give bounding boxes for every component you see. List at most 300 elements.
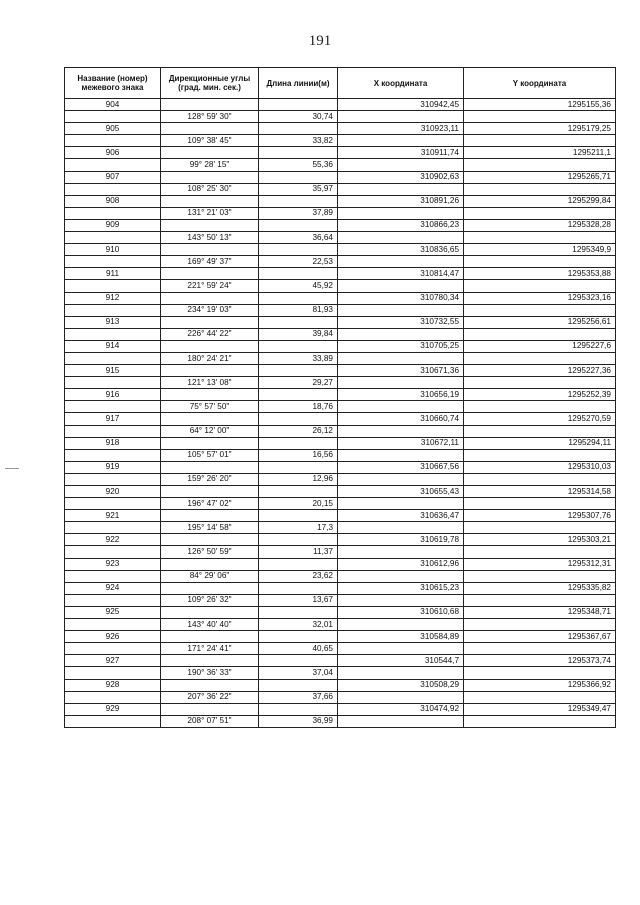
table-row-segment bbox=[65, 159, 616, 171]
empty-cell bbox=[464, 667, 616, 679]
empty-cell bbox=[65, 377, 161, 389]
table-row-segment bbox=[65, 304, 616, 316]
point-name: 929 bbox=[65, 703, 161, 715]
table-row-segment bbox=[65, 643, 616, 655]
empty-cell bbox=[338, 304, 464, 316]
table-row-point bbox=[65, 219, 616, 231]
empty-cell bbox=[259, 437, 338, 449]
point-name: 918 bbox=[65, 437, 161, 449]
empty-cell bbox=[464, 449, 616, 461]
empty-cell bbox=[259, 534, 338, 546]
point-name: 908 bbox=[65, 195, 161, 207]
x-coordinate: 310836,65 bbox=[338, 244, 464, 256]
empty-cell bbox=[161, 413, 259, 425]
direction-angle: 84° 29' 06" bbox=[161, 570, 259, 582]
empty-cell bbox=[338, 594, 464, 606]
point-name: 910 bbox=[65, 244, 161, 256]
y-coordinate: 1295211,1 bbox=[464, 147, 616, 159]
empty-cell bbox=[161, 486, 259, 498]
margin-mark bbox=[5, 468, 19, 469]
header-length: Длина линии(м) bbox=[259, 68, 338, 99]
direction-angle: 121° 13' 08" bbox=[161, 377, 259, 389]
empty-cell bbox=[464, 715, 616, 727]
empty-cell bbox=[259, 558, 338, 570]
line-length: 55,36 bbox=[259, 159, 338, 171]
direction-angle: 143° 40' 40" bbox=[161, 619, 259, 631]
table-row-point bbox=[65, 316, 616, 328]
direction-angle: 221° 59' 24" bbox=[161, 280, 259, 292]
empty-cell bbox=[338, 328, 464, 340]
empty-cell bbox=[65, 111, 161, 123]
page-number: 191 bbox=[308, 33, 332, 49]
empty-cell bbox=[161, 195, 259, 207]
x-coordinate: 310615,23 bbox=[338, 582, 464, 594]
table-row-point bbox=[65, 606, 616, 618]
empty-cell bbox=[338, 498, 464, 510]
empty-cell bbox=[161, 703, 259, 715]
point-name: 926 bbox=[65, 631, 161, 643]
line-length: 23,62 bbox=[259, 570, 338, 582]
table-row-segment bbox=[65, 691, 616, 703]
point-name: 920 bbox=[65, 486, 161, 498]
empty-cell bbox=[161, 389, 259, 401]
direction-angle: 131° 21' 03" bbox=[161, 207, 259, 219]
table-row-point bbox=[65, 147, 616, 159]
empty-cell bbox=[338, 256, 464, 268]
empty-cell bbox=[464, 498, 616, 510]
x-coordinate: 310923,11 bbox=[338, 123, 464, 135]
empty-cell bbox=[338, 425, 464, 437]
point-name: 914 bbox=[65, 340, 161, 352]
table-row-point bbox=[65, 99, 616, 111]
empty-cell bbox=[161, 582, 259, 594]
y-coordinate: 1295373,74 bbox=[464, 655, 616, 667]
empty-cell bbox=[259, 679, 338, 691]
table-row-point bbox=[65, 631, 616, 643]
empty-cell bbox=[338, 546, 464, 558]
table-row-segment bbox=[65, 280, 616, 292]
table-row-point bbox=[65, 703, 616, 715]
table-row-segment bbox=[65, 183, 616, 195]
table-row-point bbox=[65, 195, 616, 207]
table-row-segment bbox=[65, 715, 616, 727]
line-length: 26,12 bbox=[259, 425, 338, 437]
point-name: 927 bbox=[65, 655, 161, 667]
line-length: 11,37 bbox=[259, 546, 338, 558]
table-row-point bbox=[65, 582, 616, 594]
direction-angle: 64° 12' 00" bbox=[161, 425, 259, 437]
empty-cell bbox=[161, 123, 259, 135]
table-row-segment bbox=[65, 594, 616, 606]
empty-cell bbox=[65, 425, 161, 437]
empty-cell bbox=[65, 232, 161, 244]
empty-cell bbox=[259, 195, 338, 207]
x-coordinate: 310902,63 bbox=[338, 171, 464, 183]
empty-cell bbox=[65, 135, 161, 147]
y-coordinate: 1295348,71 bbox=[464, 606, 616, 618]
empty-cell bbox=[65, 546, 161, 558]
direction-angle: 195° 14' 58" bbox=[161, 522, 259, 534]
empty-cell bbox=[338, 570, 464, 582]
point-name: 919 bbox=[65, 461, 161, 473]
empty-cell bbox=[464, 280, 616, 292]
x-coordinate: 310672,11 bbox=[338, 437, 464, 449]
empty-cell bbox=[338, 232, 464, 244]
x-coordinate: 310610,68 bbox=[338, 606, 464, 618]
empty-cell bbox=[259, 316, 338, 328]
line-length: 37,89 bbox=[259, 207, 338, 219]
y-coordinate: 1295265,71 bbox=[464, 171, 616, 183]
empty-cell bbox=[161, 268, 259, 280]
y-coordinate: 1295303,21 bbox=[464, 534, 616, 546]
point-name: 925 bbox=[65, 606, 161, 618]
direction-angle: 180° 24' 21" bbox=[161, 352, 259, 364]
header-angle: Дирекционные углы (град. мин. сек.) bbox=[161, 68, 259, 99]
table-row-segment bbox=[65, 425, 616, 437]
empty-cell bbox=[464, 377, 616, 389]
table-row-segment bbox=[65, 473, 616, 485]
direction-angle: 105° 57' 01" bbox=[161, 449, 259, 461]
empty-cell bbox=[338, 619, 464, 631]
empty-cell bbox=[259, 703, 338, 715]
direction-angle: 234° 19' 03" bbox=[161, 304, 259, 316]
empty-cell bbox=[338, 377, 464, 389]
y-coordinate: 1295323,16 bbox=[464, 292, 616, 304]
empty-cell bbox=[161, 510, 259, 522]
x-coordinate: 310612,96 bbox=[338, 558, 464, 570]
direction-angle: 99° 28' 15" bbox=[161, 159, 259, 171]
line-length: 36,64 bbox=[259, 232, 338, 244]
line-length: 22,53 bbox=[259, 256, 338, 268]
empty-cell bbox=[338, 522, 464, 534]
line-length: 29,27 bbox=[259, 377, 338, 389]
empty-cell bbox=[65, 449, 161, 461]
point-name: 907 bbox=[65, 171, 161, 183]
y-coordinate: 1295227,6 bbox=[464, 340, 616, 352]
empty-cell bbox=[464, 207, 616, 219]
empty-cell bbox=[161, 655, 259, 667]
empty-cell bbox=[464, 425, 616, 437]
x-coordinate: 310814,47 bbox=[338, 268, 464, 280]
table-row-segment bbox=[65, 207, 616, 219]
empty-cell bbox=[464, 643, 616, 655]
line-length: 33,82 bbox=[259, 135, 338, 147]
direction-angle: 109° 26' 32" bbox=[161, 594, 259, 606]
table-row-point bbox=[65, 389, 616, 401]
line-length: 33,89 bbox=[259, 352, 338, 364]
table-row-point bbox=[65, 437, 616, 449]
direction-angle: 226° 44' 22" bbox=[161, 328, 259, 340]
line-length: 45,92 bbox=[259, 280, 338, 292]
empty-cell bbox=[161, 147, 259, 159]
y-coordinate: 1295179,25 bbox=[464, 123, 616, 135]
table-header-row bbox=[65, 68, 616, 99]
y-coordinate: 1295256,61 bbox=[464, 316, 616, 328]
line-length: 81,93 bbox=[259, 304, 338, 316]
empty-cell bbox=[464, 473, 616, 485]
y-coordinate: 1295349,47 bbox=[464, 703, 616, 715]
empty-cell bbox=[338, 207, 464, 219]
table-row-point bbox=[65, 679, 616, 691]
y-coordinate: 1295328,28 bbox=[464, 219, 616, 231]
empty-cell bbox=[259, 365, 338, 377]
empty-cell bbox=[259, 486, 338, 498]
y-coordinate: 1295299,84 bbox=[464, 195, 616, 207]
empty-cell bbox=[161, 437, 259, 449]
table-row-point bbox=[65, 244, 616, 256]
empty-cell bbox=[65, 207, 161, 219]
line-length: 17,3 bbox=[259, 522, 338, 534]
direction-angle: 169° 49' 37" bbox=[161, 256, 259, 268]
line-length: 20,15 bbox=[259, 498, 338, 510]
line-length: 13,67 bbox=[259, 594, 338, 606]
x-coordinate: 310584,89 bbox=[338, 631, 464, 643]
table-row-segment bbox=[65, 401, 616, 413]
empty-cell bbox=[161, 679, 259, 691]
empty-cell bbox=[65, 159, 161, 171]
table-row-point bbox=[65, 365, 616, 377]
empty-cell bbox=[161, 99, 259, 111]
y-coordinate: 1295307,76 bbox=[464, 510, 616, 522]
point-name: 922 bbox=[65, 534, 161, 546]
empty-cell bbox=[161, 219, 259, 231]
point-name: 904 bbox=[65, 99, 161, 111]
direction-angle: 196° 47' 02" bbox=[161, 498, 259, 510]
line-length: 30,74 bbox=[259, 111, 338, 123]
empty-cell bbox=[464, 352, 616, 364]
table-row-segment bbox=[65, 232, 616, 244]
header-y: Y координата bbox=[464, 68, 616, 99]
empty-cell bbox=[338, 715, 464, 727]
point-name: 906 bbox=[65, 147, 161, 159]
empty-cell bbox=[338, 643, 464, 655]
x-coordinate: 310671,36 bbox=[338, 365, 464, 377]
x-coordinate: 310667,56 bbox=[338, 461, 464, 473]
table-body bbox=[65, 99, 616, 728]
table-row-point bbox=[65, 268, 616, 280]
header-name: Название (номер) межевого знака bbox=[65, 68, 161, 99]
y-coordinate: 1295252,39 bbox=[464, 389, 616, 401]
direction-angle: 159° 26' 20" bbox=[161, 473, 259, 485]
empty-cell bbox=[65, 328, 161, 340]
x-coordinate: 310508,29 bbox=[338, 679, 464, 691]
empty-cell bbox=[464, 594, 616, 606]
empty-cell bbox=[65, 183, 161, 195]
empty-cell bbox=[338, 449, 464, 461]
empty-cell bbox=[464, 522, 616, 534]
y-coordinate: 1295349,9 bbox=[464, 244, 616, 256]
empty-cell bbox=[338, 159, 464, 171]
table-row-segment bbox=[65, 352, 616, 364]
empty-cell bbox=[65, 522, 161, 534]
y-coordinate: 1295335,82 bbox=[464, 582, 616, 594]
empty-cell bbox=[464, 111, 616, 123]
direction-angle: 126° 50' 59" bbox=[161, 546, 259, 558]
empty-cell bbox=[259, 268, 338, 280]
table-row-segment bbox=[65, 498, 616, 510]
empty-cell bbox=[259, 99, 338, 111]
empty-cell bbox=[464, 304, 616, 316]
empty-cell bbox=[259, 123, 338, 135]
empty-cell bbox=[65, 619, 161, 631]
line-length: 16,56 bbox=[259, 449, 338, 461]
point-name: 921 bbox=[65, 510, 161, 522]
point-name: 912 bbox=[65, 292, 161, 304]
line-length: 40,65 bbox=[259, 643, 338, 655]
x-coordinate: 310660,74 bbox=[338, 413, 464, 425]
direction-angle: 143° 50' 13" bbox=[161, 232, 259, 244]
empty-cell bbox=[161, 558, 259, 570]
point-name: 916 bbox=[65, 389, 161, 401]
empty-cell bbox=[65, 691, 161, 703]
empty-cell bbox=[161, 365, 259, 377]
y-coordinate: 1295294,11 bbox=[464, 437, 616, 449]
empty-cell bbox=[65, 570, 161, 582]
line-length: 39,84 bbox=[259, 328, 338, 340]
empty-cell bbox=[259, 413, 338, 425]
empty-cell bbox=[464, 135, 616, 147]
line-length: 12,96 bbox=[259, 473, 338, 485]
table-row-point bbox=[65, 292, 616, 304]
empty-cell bbox=[65, 304, 161, 316]
empty-cell bbox=[65, 473, 161, 485]
empty-cell bbox=[338, 183, 464, 195]
point-name: 915 bbox=[65, 365, 161, 377]
x-coordinate: 310911,74 bbox=[338, 147, 464, 159]
empty-cell bbox=[161, 340, 259, 352]
table-row-point bbox=[65, 486, 616, 498]
y-coordinate: 1295353,88 bbox=[464, 268, 616, 280]
y-coordinate: 1295312,31 bbox=[464, 558, 616, 570]
x-coordinate: 310866,23 bbox=[338, 219, 464, 231]
empty-cell bbox=[464, 401, 616, 413]
x-coordinate: 310619,78 bbox=[338, 534, 464, 546]
direction-angle: 128° 59' 30" bbox=[161, 111, 259, 123]
line-length: 32,01 bbox=[259, 619, 338, 631]
header-x: X координата bbox=[338, 68, 464, 99]
empty-cell bbox=[259, 244, 338, 256]
empty-cell bbox=[464, 159, 616, 171]
direction-angle: 109° 38' 45" bbox=[161, 135, 259, 147]
empty-cell bbox=[65, 594, 161, 606]
empty-cell bbox=[464, 546, 616, 558]
x-coordinate: 310942,45 bbox=[338, 99, 464, 111]
empty-cell bbox=[259, 147, 338, 159]
empty-cell bbox=[259, 461, 338, 473]
point-name: 917 bbox=[65, 413, 161, 425]
empty-cell bbox=[338, 691, 464, 703]
empty-cell bbox=[338, 111, 464, 123]
table-row-segment bbox=[65, 667, 616, 679]
table-row-point bbox=[65, 510, 616, 522]
empty-cell bbox=[65, 280, 161, 292]
table-row-point bbox=[65, 534, 616, 546]
empty-cell bbox=[161, 606, 259, 618]
empty-cell bbox=[161, 316, 259, 328]
empty-cell bbox=[65, 256, 161, 268]
table-row-segment bbox=[65, 619, 616, 631]
empty-cell bbox=[464, 691, 616, 703]
empty-cell bbox=[65, 352, 161, 364]
empty-cell bbox=[464, 232, 616, 244]
line-length: 18,76 bbox=[259, 401, 338, 413]
empty-cell bbox=[161, 631, 259, 643]
x-coordinate: 310656,19 bbox=[338, 389, 464, 401]
line-length: 37,66 bbox=[259, 691, 338, 703]
empty-cell bbox=[259, 340, 338, 352]
empty-cell bbox=[338, 280, 464, 292]
x-coordinate: 310544,7 bbox=[338, 655, 464, 667]
empty-cell bbox=[338, 473, 464, 485]
table-row-point bbox=[65, 655, 616, 667]
x-coordinate: 310655,43 bbox=[338, 486, 464, 498]
empty-cell bbox=[259, 631, 338, 643]
empty-cell bbox=[464, 256, 616, 268]
empty-cell bbox=[338, 135, 464, 147]
empty-cell bbox=[65, 401, 161, 413]
empty-cell bbox=[464, 619, 616, 631]
empty-cell bbox=[464, 570, 616, 582]
table-row-point bbox=[65, 123, 616, 135]
empty-cell bbox=[161, 292, 259, 304]
empty-cell bbox=[259, 582, 338, 594]
y-coordinate: 1295366,92 bbox=[464, 679, 616, 691]
point-name: 911 bbox=[65, 268, 161, 280]
empty-cell bbox=[464, 183, 616, 195]
point-name: 924 bbox=[65, 582, 161, 594]
table-row-point bbox=[65, 558, 616, 570]
empty-cell bbox=[259, 510, 338, 522]
empty-cell bbox=[338, 667, 464, 679]
empty-cell bbox=[65, 715, 161, 727]
x-coordinate: 310636,47 bbox=[338, 510, 464, 522]
x-coordinate: 310732,55 bbox=[338, 316, 464, 328]
direction-angle: 75° 57' 50" bbox=[161, 401, 259, 413]
table-row-segment bbox=[65, 256, 616, 268]
point-name: 913 bbox=[65, 316, 161, 328]
table-row-segment bbox=[65, 546, 616, 558]
table-row-segment bbox=[65, 522, 616, 534]
direction-angle: 207° 36' 22" bbox=[161, 691, 259, 703]
table-row-point bbox=[65, 340, 616, 352]
empty-cell bbox=[65, 643, 161, 655]
line-length: 35,97 bbox=[259, 183, 338, 195]
empty-cell bbox=[259, 655, 338, 667]
line-length: 36,99 bbox=[259, 715, 338, 727]
empty-cell bbox=[259, 606, 338, 618]
empty-cell bbox=[161, 461, 259, 473]
empty-cell bbox=[338, 401, 464, 413]
table-row-segment bbox=[65, 449, 616, 461]
table-row-segment bbox=[65, 377, 616, 389]
point-name: 905 bbox=[65, 123, 161, 135]
y-coordinate: 1295155,36 bbox=[464, 99, 616, 111]
x-coordinate: 310705,25 bbox=[338, 340, 464, 352]
table-row-point bbox=[65, 413, 616, 425]
line-length: 37,04 bbox=[259, 667, 338, 679]
empty-cell bbox=[65, 667, 161, 679]
x-coordinate: 310780,34 bbox=[338, 292, 464, 304]
point-name: 923 bbox=[65, 558, 161, 570]
empty-cell bbox=[259, 171, 338, 183]
empty-cell bbox=[338, 352, 464, 364]
table-row-segment bbox=[65, 328, 616, 340]
direction-angle: 190° 36' 33" bbox=[161, 667, 259, 679]
x-coordinate: 310474,92 bbox=[338, 703, 464, 715]
direction-angle: 208° 07' 51" bbox=[161, 715, 259, 727]
empty-cell bbox=[259, 292, 338, 304]
y-coordinate: 1295367,67 bbox=[464, 631, 616, 643]
